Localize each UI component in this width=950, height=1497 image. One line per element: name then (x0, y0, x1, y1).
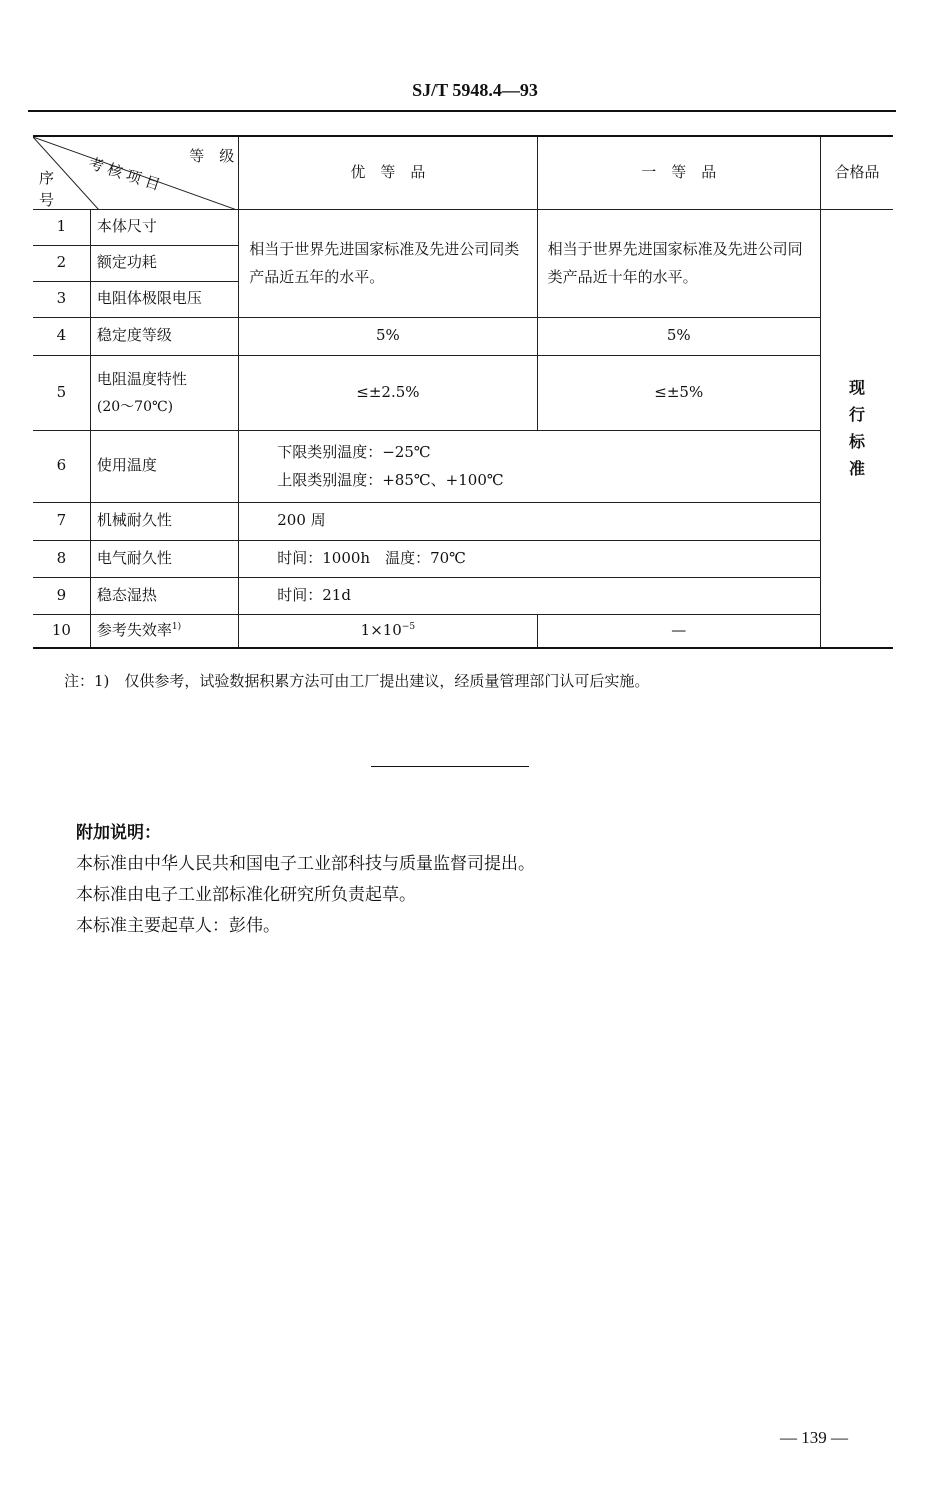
row-no: 3 (33, 281, 90, 317)
row-item: 稳态湿热 (90, 577, 238, 614)
excellent-value: ≤±2.5% (239, 355, 537, 430)
temperature-value: 下限类别温度：−25℃ 上限类别温度：+85℃、+100℃ (239, 430, 821, 502)
appendix-line: 本标准由电子工业部标准化研究所负责起草。 (76, 885, 416, 905)
table-footnote: 注：1) 仅供参考，试验数据积累方法可由工厂提出建议，经质量管理部门认可后实施。 (64, 672, 650, 690)
table-row (33, 614, 893, 648)
table-row (33, 317, 893, 355)
table-row (33, 540, 893, 577)
first-merged-1-3: 相当于世界先进国家标准及先进公司同类产品近十年的水平。 (537, 209, 820, 317)
row-no: 8 (33, 540, 90, 577)
excellent-value: $1\times 10^{-5}$ (239, 614, 537, 648)
table-row (33, 430, 893, 502)
corner-cell (33, 136, 239, 209)
row-item: 使用温度 (90, 430, 238, 502)
row-no: 10 (33, 614, 90, 648)
row-item: 参考失效率$^{1)}$ (90, 614, 238, 648)
row-item: 本体尺寸 (90, 209, 238, 245)
appendix (76, 818, 535, 942)
row-item: 稳定度等级 (90, 317, 238, 355)
row-no: 2 (33, 245, 90, 281)
row-no: 7 (33, 502, 90, 540)
row-no: 6 (33, 430, 90, 502)
row-no: 4 (33, 317, 90, 355)
appendix-title: 附加说明： (76, 823, 161, 843)
span-value: 200 周 (239, 502, 821, 540)
span-value: 时间：1000h 温度：70℃ (239, 540, 821, 577)
qualified-char: 现 (848, 377, 865, 397)
qualified-char: 准 (848, 459, 865, 479)
section-divider (371, 766, 529, 767)
table-header-row (33, 136, 893, 209)
row-item: 额定功耗 (90, 245, 238, 281)
excellent-value: 5% (239, 317, 537, 355)
page-number: — 139 — (780, 1428, 848, 1447)
row-no: 1 (33, 209, 90, 245)
corner-grade-label: 等 级 (189, 147, 235, 165)
standard-code: SJ/T 5948.4—93 (412, 80, 538, 100)
appendix-line: 本标准由中华人民共和国电子工业部科技与质量监督司提出。 (76, 854, 535, 874)
row-item: 电气耐久性 (90, 540, 238, 577)
first-value: 5% (537, 317, 820, 355)
row-item: 机械耐久性 (90, 502, 238, 540)
qualified-char: 标 (848, 432, 865, 452)
qualified-char: 行 (848, 405, 865, 425)
corner-seq-label: 序 号 (39, 169, 55, 209)
corner-item-label: 考 核 项 目 (86, 153, 163, 195)
spec-table (33, 135, 893, 649)
span-value: 时间：21d (239, 577, 821, 614)
row-item: 电阻温度特性 (20～70℃) (90, 355, 238, 430)
excellent-merged-1-3: 相当于世界先进国家标准及先进公司同类产品近五年的水平。 (239, 209, 537, 317)
row-no: 5 (33, 355, 90, 430)
qualified-column (820, 209, 893, 648)
table-row (33, 355, 893, 430)
row-item: 电阻体极限电压 (90, 281, 238, 317)
header-first: 一 等 品 (537, 136, 820, 209)
row-no: 9 (33, 577, 90, 614)
header-qualified: 合格品 (820, 136, 893, 209)
appendix-line: 本标准主要起草人：彭伟。 (76, 916, 280, 936)
header-rule (28, 110, 896, 112)
first-value: ≤±5% (537, 355, 820, 430)
table-row (33, 209, 893, 245)
table-row (33, 502, 893, 540)
header-excellent: 优 等 品 (239, 136, 537, 209)
first-value: — (537, 614, 820, 648)
table-row (33, 577, 893, 614)
